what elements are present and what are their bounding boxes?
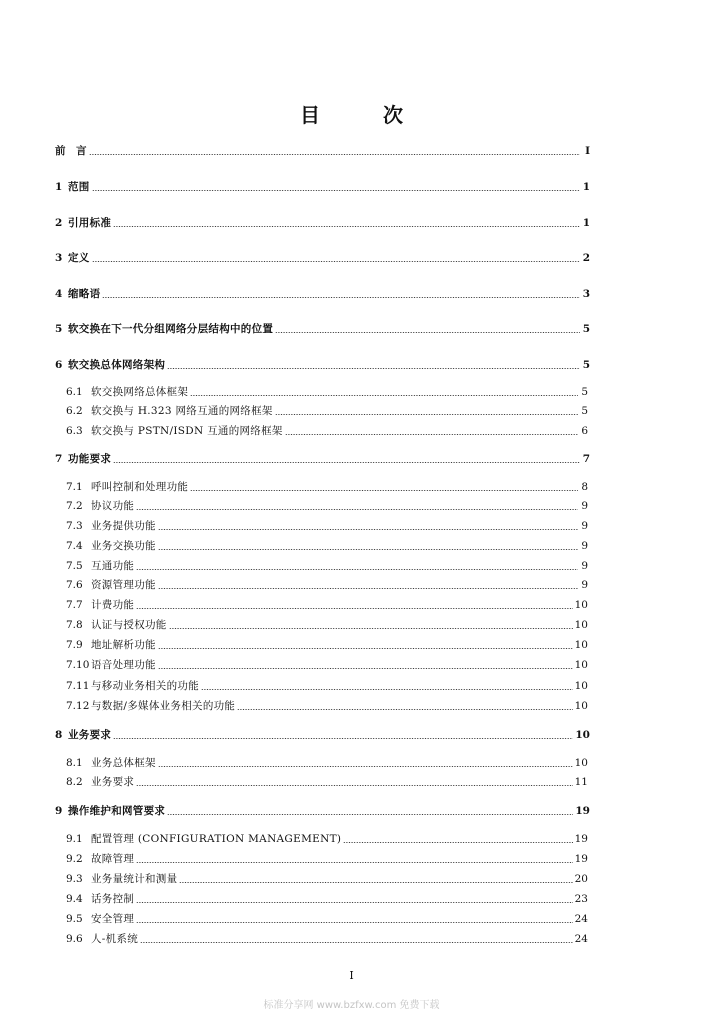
dot-leader <box>136 779 572 787</box>
toc-entry-number: 7.11 <box>66 680 90 692</box>
dot-leader <box>167 362 580 370</box>
toc-entry-number: 6.2 <box>66 405 83 417</box>
toc-entry-9-3[interactable] <box>66 871 588 888</box>
toc-entry-6[interactable] <box>55 357 590 374</box>
dot-leader <box>158 662 573 670</box>
toc-entry-number: 7.5 <box>66 560 83 572</box>
toc-entry-page: 24 <box>574 933 588 945</box>
toc-entry-number: 7.1 <box>66 481 83 493</box>
toc-entry-page: 5 <box>581 386 588 398</box>
toc-entry-9-6[interactable] <box>66 931 588 948</box>
toc-entry-title: 资源管理功能 <box>91 579 156 591</box>
toc-entry-7-4[interactable] <box>66 538 588 555</box>
toc-entry-number: 2 <box>55 217 63 229</box>
toc-entry-8-2[interactable] <box>66 774 588 791</box>
toc-entry-7-8[interactable] <box>66 617 588 634</box>
toc-entry-5[interactable] <box>55 321 590 338</box>
toc-entry-7-5[interactable] <box>66 558 588 575</box>
toc-entry-title: 语音处理功能 <box>91 659 156 671</box>
toc-entry-number: 6 <box>55 359 63 371</box>
toc-entry-page: 24 <box>574 913 588 925</box>
toc-entry-number: 7.9 <box>66 639 83 651</box>
toc-entry-title: 计费功能 <box>91 599 135 611</box>
toc-entry-7-6[interactable] <box>66 577 588 594</box>
toc-entry-7[interactable] <box>55 451 590 468</box>
toc-entry-number: 5 <box>55 323 63 335</box>
toc-entry-page: 8 <box>581 481 588 493</box>
toc-entry-number: 4 <box>55 288 63 300</box>
toc-entry-page: 10 <box>574 680 588 692</box>
toc-entry-page: 2 <box>582 252 590 264</box>
toc-entry-page: 9 <box>581 540 588 552</box>
dot-leader <box>179 876 572 884</box>
toc-entry-page: 10 <box>574 659 588 671</box>
dot-leader <box>102 291 580 299</box>
toc-entry-number: 7.2 <box>66 500 83 512</box>
toc-entry-page: 10 <box>574 619 588 631</box>
toc-entry-number: 3 <box>55 252 63 264</box>
toc-entry-7-11[interactable] <box>66 678 588 695</box>
toc-entry-title: 业务总体框架 <box>91 757 156 769</box>
dot-leader <box>343 836 572 844</box>
toc-entry-number: 前 言 <box>55 145 87 157</box>
dot-leader <box>285 428 578 436</box>
dot-leader <box>113 456 580 464</box>
toc-entry-title: 认证与授权功能 <box>91 619 167 631</box>
toc-entry-page: 9 <box>581 500 588 512</box>
toc-entry-9-4[interactable] <box>66 891 588 908</box>
dot-leader <box>169 622 573 630</box>
toc-entry-page: 11 <box>574 776 588 788</box>
toc-entry-page: 23 <box>574 893 588 905</box>
dot-leader <box>89 148 581 156</box>
toc-entry-page: 5 <box>582 359 590 371</box>
toc-entry-7-1[interactable] <box>66 479 588 496</box>
toc-entry-title: 范围 <box>68 181 90 193</box>
toc-entry-number: 8.1 <box>66 757 83 769</box>
toc-entry-6-1[interactable] <box>66 384 588 401</box>
toc-entry-page: 3 <box>582 288 590 300</box>
toc-entry-title: 业务交换功能 <box>91 540 156 552</box>
toc-entry-page: 10 <box>574 757 588 769</box>
toc-entry-page: 9 <box>581 520 588 532</box>
toc-entry-page: 9 <box>581 560 588 572</box>
dot-leader <box>158 760 573 768</box>
dot-leader <box>237 703 572 711</box>
toc-entry-foreword[interactable] <box>55 143 590 160</box>
toc-entry-number: 9.6 <box>66 933 83 945</box>
page-number: I <box>349 969 354 982</box>
toc-entry-page: 10 <box>574 639 588 651</box>
toc-entry-title: 功能要求 <box>68 453 112 465</box>
toc-entry-7-9[interactable] <box>66 637 588 654</box>
toc-entry-page: 19 <box>574 833 588 845</box>
toc-entry-title: 协议功能 <box>91 500 135 512</box>
toc-entry-number: 8.2 <box>66 776 83 788</box>
toc-entry-number: 7.8 <box>66 619 83 631</box>
toc-entry-8[interactable] <box>55 727 590 744</box>
dot-leader <box>136 563 578 571</box>
toc-entry-7-10[interactable] <box>66 657 588 674</box>
toc-entry-title: 软交换网络总体框架 <box>91 386 189 398</box>
toc-entry-title: 故障管理 <box>91 853 135 865</box>
toc-entry-number: 7.12 <box>66 700 90 712</box>
toc-entry-page: 10 <box>574 599 588 611</box>
dot-leader <box>167 808 573 816</box>
toc-entry-number: 9.3 <box>66 873 83 885</box>
toc-entry-title: 与数据/多媒体业务相关的功能 <box>91 700 236 712</box>
watermark: 标准分享网 www.bzfxw.com 免费下载 <box>263 1000 440 1011</box>
toc-entry-title: 定义 <box>68 252 90 264</box>
dot-leader <box>136 602 572 610</box>
toc-entry-4[interactable] <box>55 286 590 303</box>
dot-leader <box>190 484 578 492</box>
dot-leader <box>136 916 572 924</box>
toc-entry-page: 6 <box>581 425 588 437</box>
dot-leader <box>275 408 578 416</box>
toc-entry-page: 10 <box>575 729 590 741</box>
dot-leader <box>158 642 573 650</box>
toc-entry-9-1[interactable] <box>66 831 588 848</box>
toc-entry-title: 与移动业务相关的功能 <box>91 680 199 692</box>
toc-entry-title: 安全管理 <box>91 913 135 925</box>
toc-entry-number: 7.4 <box>66 540 83 552</box>
dot-leader <box>136 856 572 864</box>
toc-entry-title: 引用标准 <box>68 217 112 229</box>
toc-entry-title: 呼叫控制和处理功能 <box>91 481 189 493</box>
toc-entry-page: 10 <box>574 700 588 712</box>
toc-entry-title: 软交换与 H.323 网络互通的网络框架 <box>91 405 273 417</box>
toc-entry-number: 9.4 <box>66 893 83 905</box>
toc-entry-9[interactable] <box>55 803 590 820</box>
dot-leader <box>158 543 578 551</box>
toc-entry-number: 9.1 <box>66 833 83 845</box>
toc-entry-2[interactable] <box>55 215 590 232</box>
toc-entry-page: 5 <box>581 405 588 417</box>
toc-entry-title: 操作维护和网管要求 <box>68 805 166 817</box>
toc-entry-page: 1 <box>582 217 590 229</box>
toc-entry-page: 19 <box>574 853 588 865</box>
dot-leader <box>136 503 578 511</box>
dot-leader <box>190 389 578 397</box>
toc-entry-title: 缩略语 <box>68 288 101 300</box>
toc-entry-page: 5 <box>582 323 590 335</box>
page-title: 目 次 <box>300 103 431 127</box>
toc-entry-title: 配置管理 (CONFIGURATION MANAGEMENT) <box>91 833 342 845</box>
dot-leader <box>113 220 580 228</box>
toc-entry-title: 互通功能 <box>91 560 135 572</box>
toc-entry-page: 1 <box>582 181 590 193</box>
dot-leader <box>140 936 573 944</box>
toc-entry-number: 9.5 <box>66 913 83 925</box>
toc-entry-7-12[interactable] <box>66 698 588 715</box>
toc-entry-page: 20 <box>574 873 588 885</box>
toc-entry-number: 8 <box>55 729 63 741</box>
dot-leader <box>275 326 580 334</box>
toc-entry-number: 7.10 <box>66 659 90 671</box>
toc-entry-title: 业务量统计和测量 <box>91 873 178 885</box>
dot-leader <box>136 896 572 904</box>
toc-entry-number: 7 <box>55 453 63 465</box>
toc-entry-title: 业务要求 <box>68 729 112 741</box>
dot-leader <box>92 184 580 192</box>
toc-entry-title: 软交换在下一代分组网络分层结构中的位置 <box>68 323 274 335</box>
toc-entry-number: 7.3 <box>66 520 83 532</box>
toc-entry-7-7[interactable] <box>66 597 588 614</box>
toc-entry-number: 9.2 <box>66 853 83 865</box>
toc-entry-number: 6.1 <box>66 386 83 398</box>
toc-entry-page: 9 <box>581 579 588 591</box>
toc-entry-3[interactable] <box>55 250 590 267</box>
toc-entry-9-2[interactable] <box>66 851 588 868</box>
toc-entry-number: 1 <box>55 181 63 193</box>
toc-entry-number: 7.6 <box>66 579 83 591</box>
toc-entry-6-2[interactable] <box>66 403 588 420</box>
toc-entry-6-3[interactable] <box>66 423 588 440</box>
toc-entry-7-2[interactable] <box>66 498 588 515</box>
toc-entry-page: 7 <box>582 453 590 465</box>
toc-entry-page: 19 <box>575 805 590 817</box>
toc-entry-1[interactable] <box>55 179 590 196</box>
toc-entry-title: 业务提供功能 <box>91 520 156 532</box>
toc-entry-9-5[interactable] <box>66 911 588 928</box>
toc-entry-8-1[interactable] <box>66 755 588 772</box>
toc-entry-title: 软交换总体网络架构 <box>68 359 166 371</box>
toc-entry-title: 软交换与 PSTN/ISDN 互通的网络框架 <box>91 425 283 437</box>
toc-entry-title: 人-机系统 <box>91 933 139 945</box>
toc-entry-title: 地址解析功能 <box>91 639 156 651</box>
toc-entry-number: 6.3 <box>66 425 83 437</box>
dot-leader <box>158 523 578 531</box>
dot-leader <box>92 255 580 263</box>
dot-leader <box>158 582 578 590</box>
toc-entry-title: 话务控制 <box>91 893 135 905</box>
dot-leader <box>113 732 573 740</box>
toc-entry-number: 9 <box>55 805 63 817</box>
toc-entry-page: I <box>585 145 590 157</box>
toc-entry-number: 7.7 <box>66 599 83 611</box>
toc-entry-7-3[interactable] <box>66 518 588 535</box>
toc-entry-title: 业务要求 <box>91 776 135 788</box>
dot-leader <box>201 683 573 691</box>
